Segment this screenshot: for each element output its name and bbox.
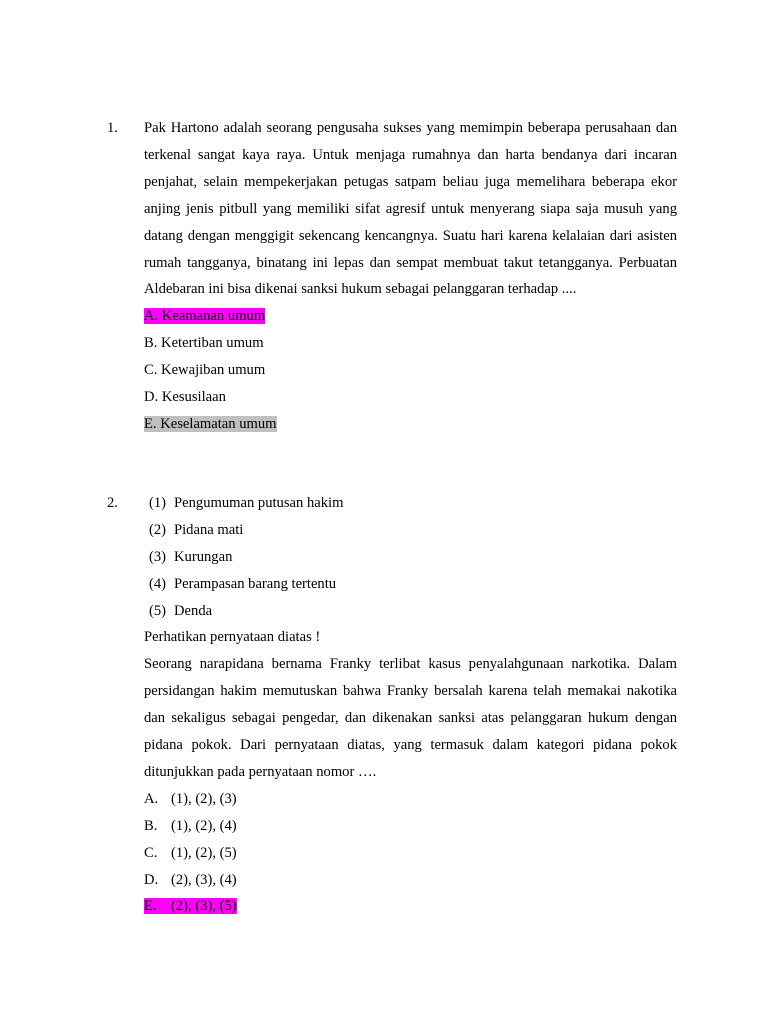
- option-c: [144, 840, 677, 867]
- statement-text: Pidana mati: [174, 521, 244, 538]
- option-c: [144, 357, 677, 384]
- option-a: [144, 786, 677, 813]
- question-text: Seorang narapidana bernama Franky terlibat kasus penyalahgunaan narkotika. Dalam persidangan hakim memutuskan bahwa Franky bersalah karena telah memakai nakotika dan sekaligus sebagai pengedar, dan dikenakan sanksi atas pelanggaran hukum dengan pidana pokok. Dari pernyataan diatas, yang termasuk dalam kategori pidana pokok ditunjukkan pada pernyataan nomor ….: [144, 656, 677, 780]
- question-number: 2.: [107, 495, 118, 511]
- option-value: (1), (2), (5): [171, 844, 237, 861]
- option-letter: A.: [144, 790, 159, 807]
- option-value: (2), (3), (5): [171, 898, 237, 915]
- statement-number: (4): [149, 575, 167, 592]
- question-body: [144, 490, 677, 920]
- option-b: [144, 813, 677, 840]
- option-letter: C.: [144, 844, 158, 861]
- option-e: [144, 893, 677, 920]
- question-number: 1.: [107, 120, 118, 136]
- statement-number: (5): [149, 602, 167, 619]
- option-a: [144, 303, 677, 330]
- option-value: (1), (2), (3): [171, 790, 237, 807]
- statement-number: (3): [149, 548, 167, 565]
- option-label: D. Kesusilaan: [144, 389, 226, 406]
- statement-2: [144, 517, 677, 544]
- statement-3: [144, 544, 677, 571]
- option-label: C. Kewajiban umum: [144, 362, 266, 379]
- statement-number: (2): [149, 521, 167, 538]
- statement-text: Kurungan: [174, 548, 233, 565]
- option-letter: B.: [144, 817, 158, 834]
- option-label: E. Keselamatan umum: [144, 415, 277, 432]
- option-value: (2), (3), (4): [171, 871, 237, 888]
- option-letter: E.: [144, 898, 157, 915]
- option-e: [144, 411, 677, 438]
- question-text: Pak Hartono adalah seorang pengusaha sukses yang memimpin beberapa perusahaan dan terkenal sangat kaya raya. Untuk menjaga rumahnya dan harta bendanya dari incaran penjahat, selain mempekerjakan petugas satpam beliau juga memelihara beberapa ekor anjing jenis pitbull yang memiliki sifat agresif untuk menyerang siapa saja musuh yang datang dengan menggigit sekencang kencangnya. Suatu hari karena kelalaian dari asisten rumah tangganya, binatang ini lepas dan sempat membuat takut tetangganya. Perbuatan Aldebaran ini bisa dikenai sanksi hukum sebagai pelanggaran terhadap ....: [144, 120, 677, 298]
- option-highlight: [144, 898, 237, 914]
- option-label: B. Ketertiban umum: [144, 335, 264, 352]
- option-d: [144, 384, 677, 411]
- option-b: [144, 330, 677, 357]
- statement-1: [144, 490, 677, 517]
- statement-text: Pengumuman putusan hakim: [174, 495, 344, 511]
- option-letter: D.: [144, 871, 159, 888]
- statement-4: [144, 571, 677, 598]
- statement-text: Perampasan barang tertentu: [174, 575, 337, 592]
- option-value: (1), (2), (4): [171, 817, 237, 834]
- statement-text: Denda: [174, 602, 213, 619]
- statement-number: (1): [149, 495, 167, 511]
- option-d: [144, 867, 677, 894]
- instruction-text: Perhatikan pernyataan diatas !: [144, 629, 321, 646]
- option-label: A. Keamanan umum: [144, 308, 266, 325]
- question-body: [144, 115, 677, 438]
- statement-5: [144, 598, 677, 625]
